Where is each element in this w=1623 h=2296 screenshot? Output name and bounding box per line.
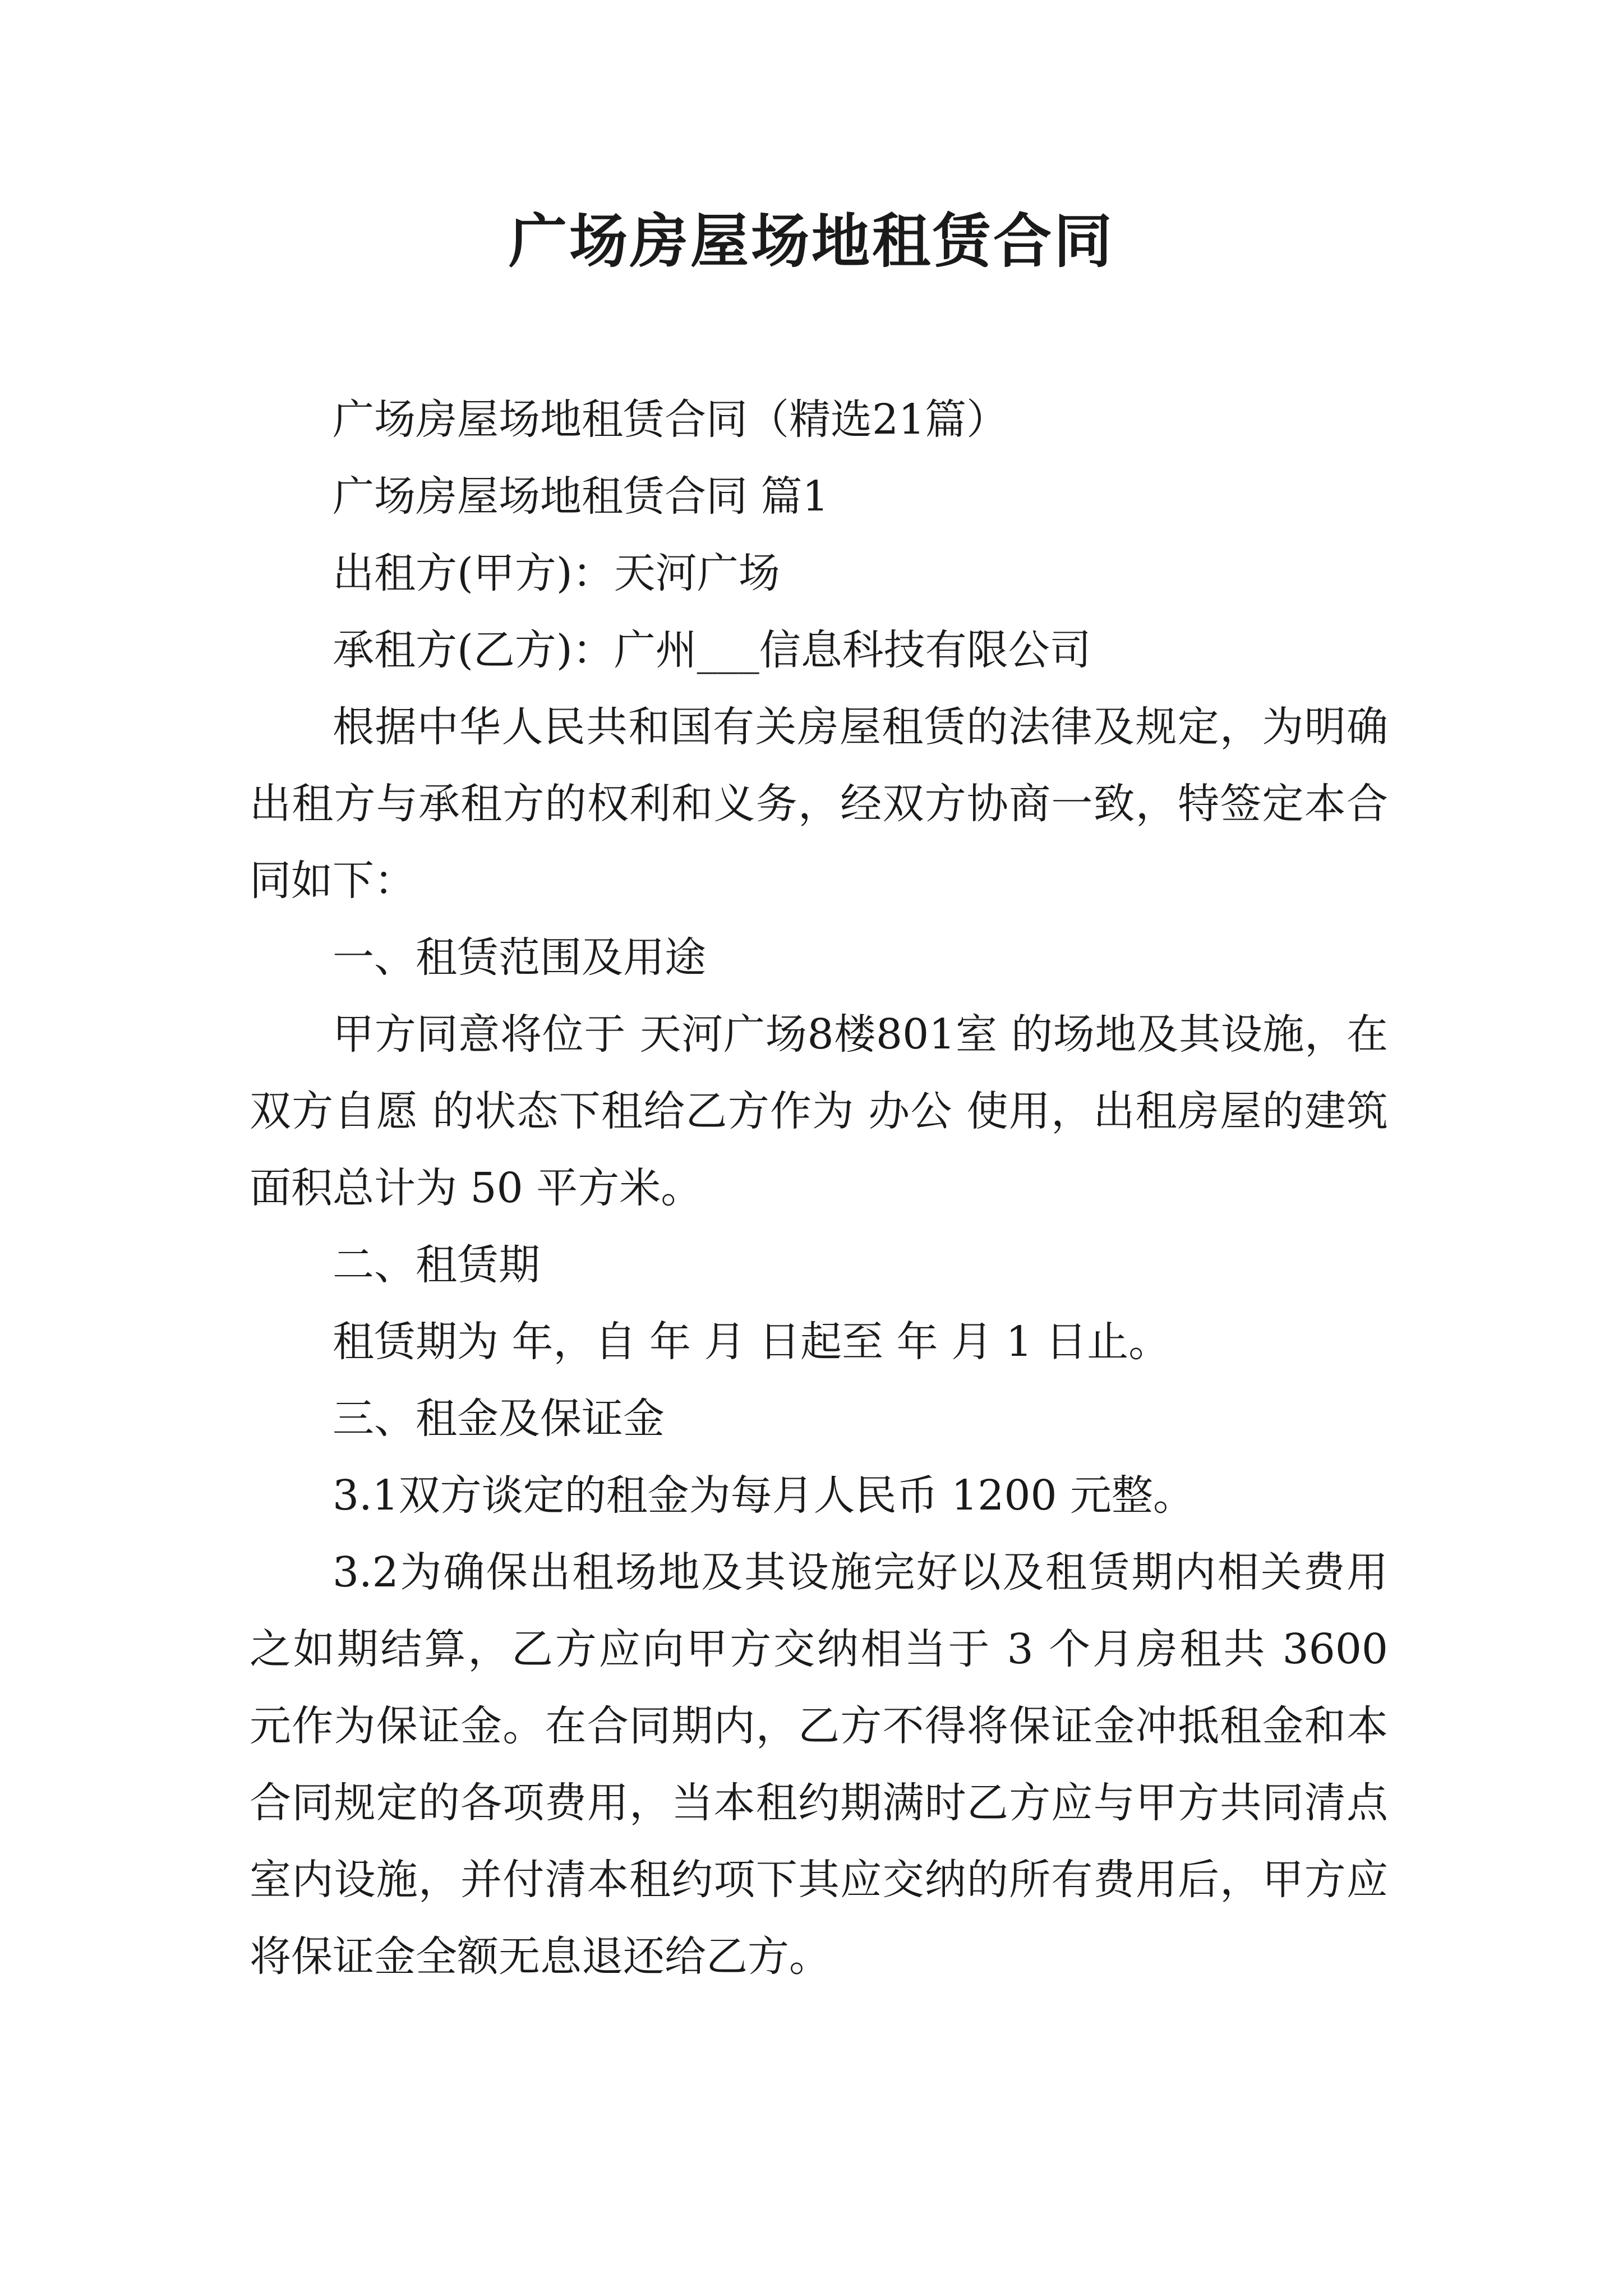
- preamble-paragraph: 根据中华人民共和国有关房屋租赁的法律及规定，为明确出租方与承租方的权利和义务，经双方协商一致，特签定本合同如下：: [250, 703, 1388, 905]
- clause-heading-1: 一、租赁范围及用途: [333, 933, 706, 982]
- document-title: 广场房屋场地租赁合同: [508, 207, 1114, 275]
- document-body: [250, 381, 1388, 1995]
- clause-paragraph-3-2: 3.2为确保出租场地及其设施完好以及租赁期内相关费用之如期结算，乙方应向甲方交纳相当于 3 个月房租共 3600 元作为保证金。在合同期内，乙方不得将保证金冲抵租金和本合同规定的各项费用，当本租约期满时乙方应与甲方共同清点室内设施，并付清本租约项下其应交纳的所有费用后，甲方应将保证金全额无息退还给乙方。: [250, 1548, 1388, 1981]
- clause-heading-2: 二、租赁期: [333, 1241, 540, 1289]
- lessor-line: 出租方(甲方)：天河广场: [333, 549, 780, 597]
- clause-paragraph-2: 租赁期为 年，自 年 月 日起至 年 月 1 日止。: [333, 1318, 1170, 1366]
- subtitle-paragraph: 广场房屋场地租赁合同（精选21篇）: [333, 395, 1008, 444]
- clause-paragraph-3-1: 3.1双方谈定的租金为每月人民币 1200 元整。: [333, 1471, 1195, 1520]
- clause-paragraph-1: 甲方同意将位于 天河广场8楼801室 的场地及其设施，在 双方自愿 的状态下租给乙方作为 办公 使用，出租房屋的建筑面积总计为 50 平方米。: [250, 1010, 1388, 1212]
- lessee-line: 承租方(乙方)：广州___信息科技有限公司: [333, 626, 1091, 674]
- clause-heading-3: 三、租金及保证金: [333, 1395, 665, 1443]
- section-heading: 广场房屋场地租赁合同 篇1: [333, 472, 829, 521]
